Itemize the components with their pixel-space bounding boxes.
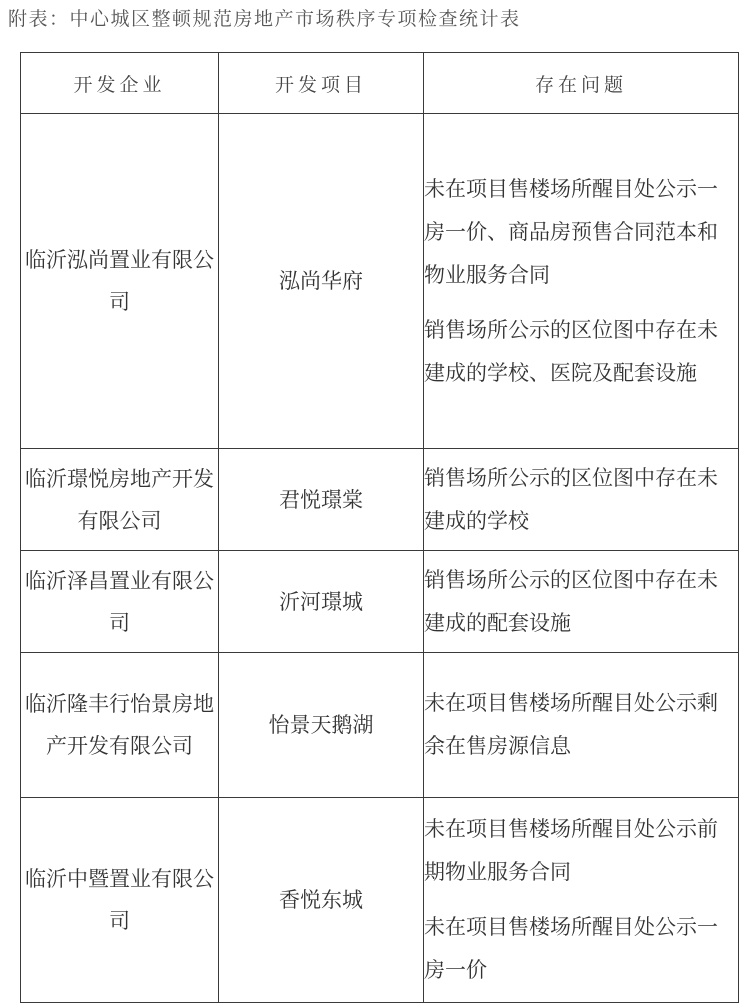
company-cell: 临沂隆丰行怡景房地产开发有限公司 — [21, 653, 219, 798]
company-cell: 临沂泽昌置业有限公司 — [21, 551, 219, 653]
issue-item: 未在项目售楼场所醒目处公示一房一价、商品房预售合同范本和物业服务合同 — [424, 176, 718, 287]
issue-item: 销售场所公示的区位图中存在未建成的学校、医院及配套设施 — [424, 317, 718, 385]
issue-item: 未在项目售楼场所醒目处公示一房一价 — [424, 915, 718, 982]
company-cell: 临沂泓尚置业有限公司 — [21, 114, 219, 449]
issues-cell — [424, 798, 739, 1003]
company-cell: 临沂璟悦房地产开发有限公司 — [21, 449, 219, 551]
inspection-table — [20, 52, 739, 1003]
header-issues: 存在问题 — [424, 53, 739, 114]
issues-cell — [424, 114, 739, 449]
table-row — [21, 798, 739, 1003]
project-cell: 沂河璟城 — [219, 551, 424, 653]
table-row — [21, 551, 739, 653]
header-company: 开发企业 — [21, 53, 219, 114]
table-row — [21, 114, 739, 449]
company-cell: 临沂中暨置业有限公司 — [21, 798, 219, 1003]
issue-item: 销售场所公示的区位图中存在未建成的学校 — [424, 465, 718, 533]
project-cell: 怡景天鹅湖 — [219, 653, 424, 798]
header-project: 开发项目 — [219, 53, 424, 114]
project-cell: 泓尚华府 — [219, 114, 424, 449]
table-caption: 附表：中心城区整顿规范房地产市场秩序专项检查统计表 — [8, 8, 521, 30]
issue-item: 未在项目售楼场所醒目处公示剩余在售房源信息 — [424, 691, 718, 758]
table-row — [21, 449, 739, 551]
header-row — [21, 53, 739, 114]
issues-cell — [424, 449, 739, 551]
issue-item: 销售场所公示的区位图中存在未建成的配套设施 — [424, 567, 718, 635]
table-row — [21, 653, 739, 798]
project-cell: 香悦东城 — [219, 798, 424, 1003]
issues-cell — [424, 551, 739, 653]
project-cell: 君悦璟棠 — [219, 449, 424, 551]
issues-cell — [424, 653, 739, 798]
issue-item: 未在项目售楼场所醒目处公示前期物业服务合同 — [424, 817, 718, 884]
